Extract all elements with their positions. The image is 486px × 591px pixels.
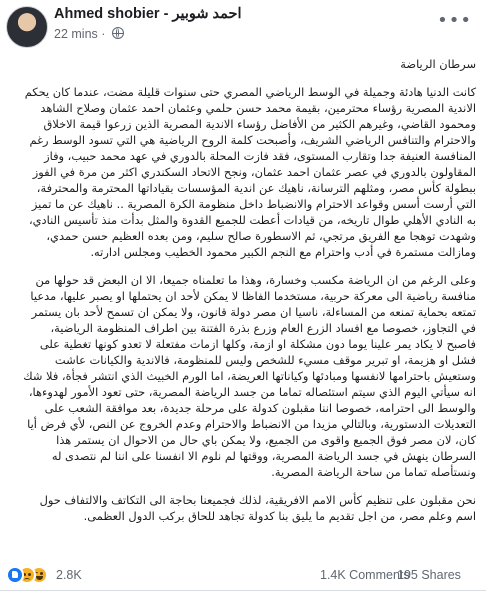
share-count[interactable]: 195 Shares [397, 568, 461, 582]
post-body [20, 56, 476, 536]
post-meta [54, 27, 124, 41]
author-name-arabic[interactable]: احمد شوبير [172, 6, 242, 22]
globe-icon[interactable] [112, 27, 124, 39]
post-heading: سرطان الرياضة [400, 57, 476, 71]
avatar[interactable] [6, 6, 48, 48]
meta-separator: · [97, 27, 109, 41]
author-name-separator: - [159, 6, 173, 22]
comment-count[interactable]: 1.4K Comments [320, 568, 410, 582]
author-name-latin[interactable]: Ahmed shobier [54, 6, 160, 22]
post-paragraph-1: كانت الدنيا هادئة وجميلة في الوسط الرياضي المصري حتى سنوات قليلة مضت، عندما كان يحكم الاندية المصرية رؤساء محترمين، بقيمة محمد حسن حلمي وعثمان احمد عثمان وصلاح الشاهد ومحمود القاضي، وغيرهم الكثير من الأفاضل رؤساء الاندية المصرية الذين زرعوا قيمة الاخلاق والاحترام والتنافس الرياضي الشريف، وأصبحت كلمة الروح الرياضية هي التي تسود الوسط رغم المنافسة العنيفة جدا وتقارب المستوى، فقد فازت المحلة بالدوري في عهد محمد حبيب، وفاز المقاولون بالدوري في عصر عثمان احمد عثمان، ونجح الاتحاد السكندري اكثر من مرة في الفوز ببطولة كأس مصر، ومثلهم الترسانة، ناهيك عن اندية المؤسسات بقياداتها المحترمة والمحترفة، التي أرست أسس وقواعد الاحترام والانضباط داخل منظومة الكرة المصرية .. ناهيك عن ما تميز به النادي الأهلي طوال تاريخه، من قيادات أعطت للجميع القدوة والمثل بدأت منذ تأسيس النادي، وشهدت توهجا مع الفريق مرتجي، ثم الاسطورة صالح سليم، ومن بعده العظيم حسن حمدي، ومازالت مستمرة في أدب واحترام مع النجم الكبير محمود الخطيب ومجلس ادارته. [24, 85, 476, 259]
reaction-count[interactable]: 2.8K [56, 568, 82, 582]
more-options-icon[interactable]: ••• [437, 10, 472, 31]
author-name[interactable] [54, 6, 242, 22]
post-header [0, 0, 486, 52]
post-timestamp[interactable]: 22 mins [54, 27, 98, 41]
post-paragraph-2: وعلى الرغم من ان الرياضة مكسب وخسارة، وهذا ما تعلمناه جميعا، الا ان البعض قد حولها من منافسة رياضية الى معركة حربية، مستخدما الفاظا لا يمكن لأحد ان يحتملها او يصبر عليها، مدعيا تمتعه بحماية تمنعه من المساءلة، ناسيا ان مصر دولة قانون، ولا يمكن ان تسمح لأحد بان يستمر في التجاوز، خصوصا مع افساد الزرع العام وزرع بذرة الفتنة بين اطراف المنظومة الرياضية، فاصبح لا يكاد يمر علينا يوما دون مشكلة او ازمة، وكلها ازمات مفتعلة لا تعدو كونها تغطية على فشل او هزيمة، او تبرير موقف مسيء للشخص وليس للمنظومة، فالاندية والكيانات عاشت وستعيش باحترامها لانفسها ومبادئها وكياناتها العريضة، اما الورم الخبيث الذي انتشر فجأة، فلا شك انه سيأتي اليوم الذي سيتم استئصاله تماما من جسد الرياضة المصرية، حتى تعود الأمور لهدوءها، والوسط الى احترامه، خصوصا اننا مقبلون كدولة على مرحلة جديدة، بعد موافقة الشعب على التعديلات الدستورية، وبالتالي مزيدا من الانضباط والاحترام وعدم الخروج عن النص، لأي فرض أيا كان، لان مصر فوق الجميع واقوى من الجميع، ولا يمكن باي حال من الاحوال ان يستمر هذا السرطان ينهش في جسد الرياضة المصرية، ووقتها لم نلوم الا انفسنا على اننا لم نتصدى له ونستأصله تماما من ساحة الرياضة المصرية. [23, 273, 476, 479]
post-paragraph-3: نحن مقبلون على تنظيم كأس الامم الافريقية، لذلك فجميعنا بحاجة الى التكاتف والالتفاف حول اسم وعلم مصر، من اجل تقديم ما يليق بنا كدولة تجاهد للحاق بركب الدول العظمى. [39, 493, 476, 523]
post-stats-bar [0, 562, 486, 591]
like-icon [6, 566, 24, 584]
